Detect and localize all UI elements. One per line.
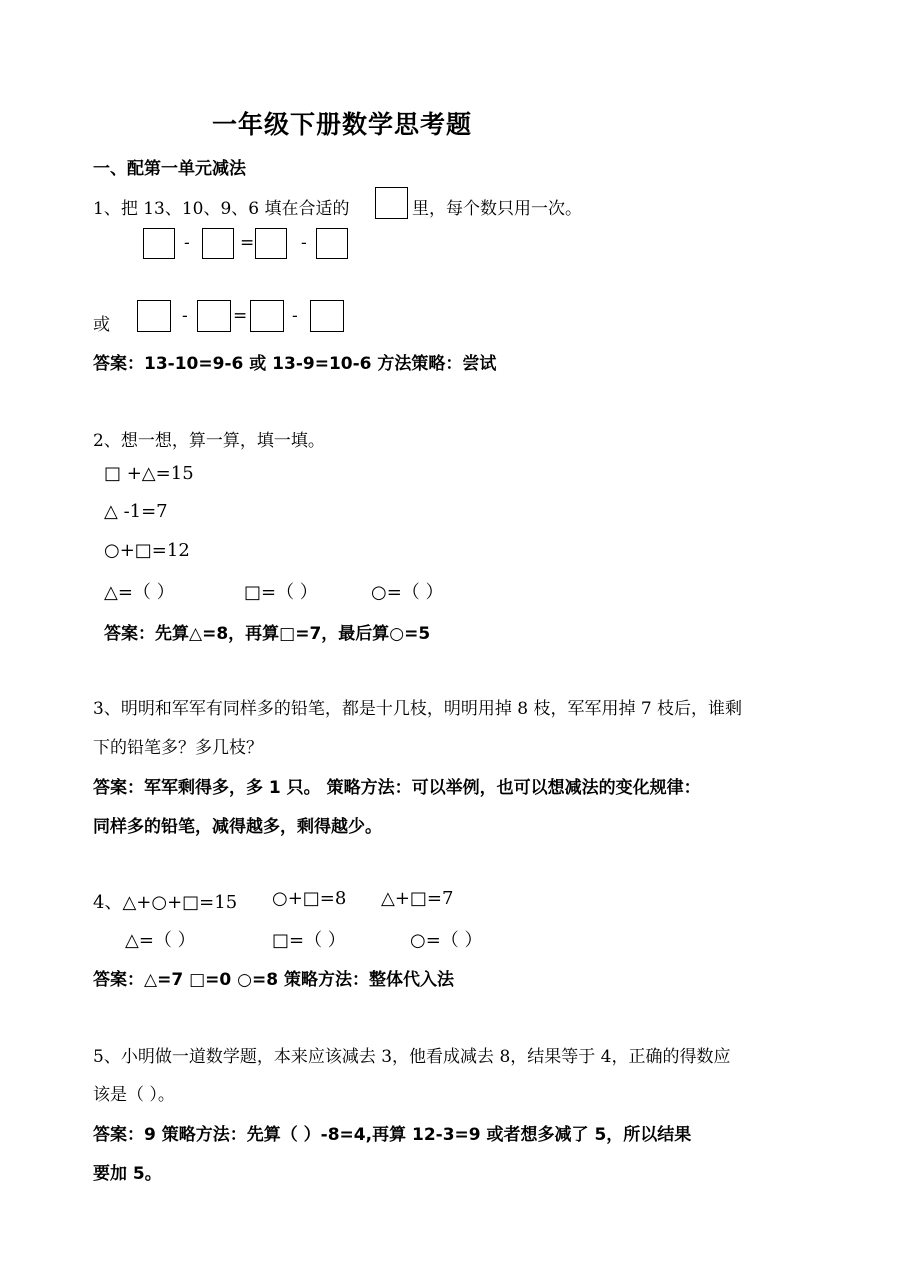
q2-blank-square: □=（ ） [244, 582, 318, 603]
q2-blank-circle: ○=（ ） [371, 582, 444, 603]
q1-prompt-part-a: 1、把 13、10、9、6 填在合适的 [93, 199, 350, 219]
q3-answer-line-2: 同样多的铅笔，减得越多，剩得越少。 [93, 817, 382, 837]
q5-line-2: 该是（ ）。 [93, 1085, 175, 1105]
q1-answer: 答案：13-10=9-6 或 13-9=10-6 方法策略：尝试 [93, 354, 497, 374]
q2-prompt: 2、想一想，算一算，填一填。 [93, 431, 325, 451]
q4-equation-1: 4、△+○+□=15 [93, 892, 238, 913]
q4-equation-2: ○+□=8 [272, 888, 347, 909]
q1-row1-box-2[interactable] [202, 228, 234, 259]
q1-row2-box-4[interactable] [310, 300, 344, 332]
page-title: 一年级下册数学思考题 [212, 110, 473, 139]
q4-equation-3: △+□=7 [381, 888, 454, 909]
q1-row2-prefix: 或 [93, 315, 110, 335]
q4-answer: 答案：△=7 □=0 ○=8 策略方法：整体代入法 [93, 970, 454, 990]
q1-prompt-box [375, 187, 408, 219]
q1-row1-box-3[interactable] [255, 228, 287, 259]
q4-blank-square: □=（ ） [272, 930, 346, 951]
q2-equation-3: ○+□=12 [104, 540, 190, 561]
q2-blank-triangle: △=（ ） [104, 582, 175, 603]
q1-row2-box-3[interactable] [250, 300, 284, 332]
q1-row1-op-2: = [240, 233, 255, 253]
q2-equation-2: △ -1=7 [104, 501, 168, 522]
q1-row2-op-3: - [292, 306, 298, 326]
q1-row2-op-2: = [233, 306, 248, 326]
q5-answer-line-1: 答案：9 策略方法：先算（ ）-8=4,再算 12-3=9 或者想多减了 5，所以结果 [93, 1125, 692, 1145]
q1-row1-box-4[interactable] [316, 228, 348, 259]
q1-row2-box-1[interactable] [137, 300, 171, 332]
q3-answer-line-1: 答案：军军剩得多，多 1 只。 策略方法：可以举例，也可以想减法的变化规律： [93, 778, 701, 798]
q4-blank-triangle: △=（ ） [125, 930, 196, 951]
q1-row2-box-2[interactable] [197, 300, 231, 332]
q2-equation-1: □ +△=15 [104, 463, 194, 484]
q1-row1-op-1: - [184, 233, 190, 253]
q2-answer: 答案：先算△=8，再算□=7，最后算○=5 [104, 624, 431, 644]
q1-prompt-part-b: 里，每个数只用一次。 [412, 199, 582, 219]
section-heading: 一、配第一单元减法 [93, 159, 246, 179]
q3-line-2: 下的铅笔多？多几枝？ [93, 738, 263, 758]
q5-answer-line-2: 要加 5。 [93, 1164, 162, 1184]
q1-row1-op-3: - [301, 233, 307, 253]
q1-row2-op-1: - [182, 306, 188, 326]
q3-line-1: 3、明明和军军有同样多的铅笔，都是十几枝，明明用掉 8 枝，军军用掉 7 枝后，谁剩 [93, 699, 743, 719]
q4-blank-circle: ○=（ ） [410, 930, 483, 951]
q5-line-1: 5、小明做一道数学题，本来应该减去 3，他看成减去 8，结果等于 4，正确的得数应 [93, 1047, 731, 1067]
q1-row1-box-1[interactable] [143, 228, 175, 259]
